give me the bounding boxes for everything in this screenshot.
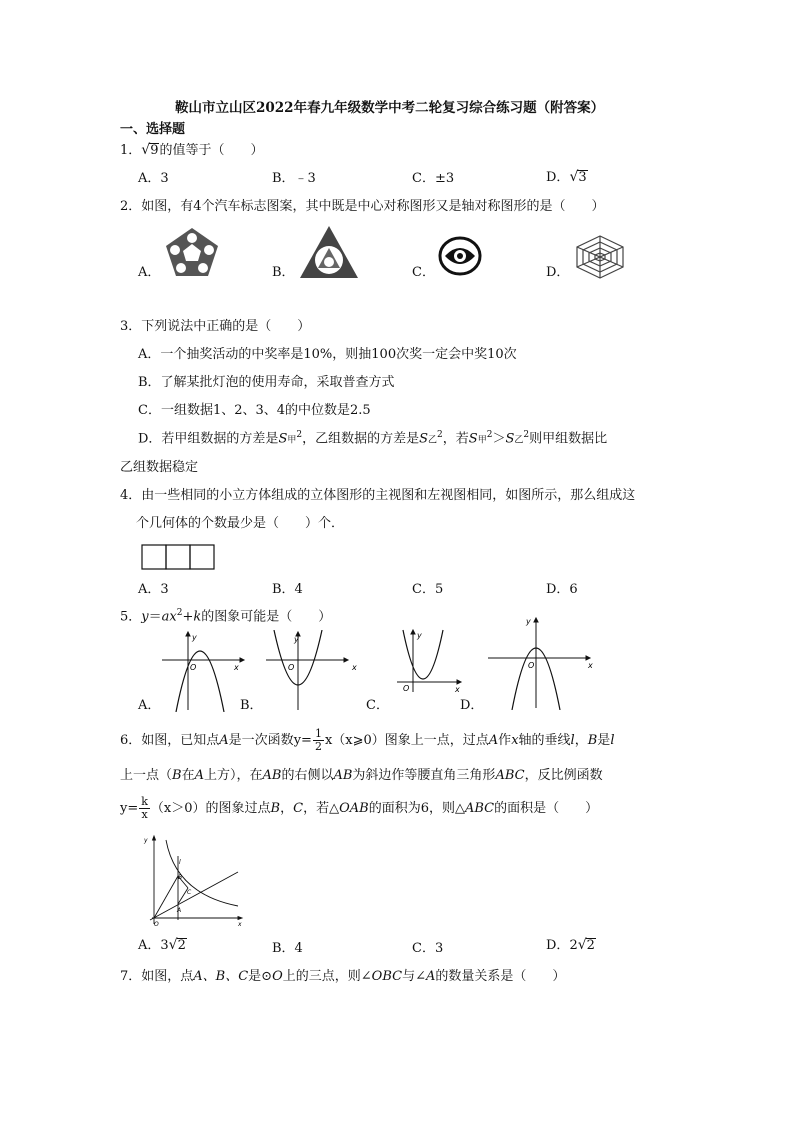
svg-text:O: O bbox=[154, 921, 159, 926]
svg-text:O: O bbox=[190, 663, 197, 672]
q3-option-c: C．一组数据1、2、3、4的中位数是2.5 bbox=[138, 403, 371, 418]
logo-web-figure bbox=[573, 234, 627, 280]
q4-option-c: C．5 bbox=[412, 582, 444, 597]
logo-eye-figure bbox=[438, 236, 482, 276]
q2-option-a: A． bbox=[138, 265, 161, 280]
q3-option-b: B．了解某批灯泡的使用寿命，采取普查方式 bbox=[138, 375, 395, 390]
svg-text:l: l bbox=[179, 859, 181, 866]
svg-text:x: x bbox=[588, 661, 593, 670]
fraction-one-half: $\frac{1}{2}$ bbox=[314, 727, 322, 753]
q6-option-b: B．4 bbox=[272, 941, 303, 956]
q5-option-a: A． bbox=[138, 698, 161, 713]
svg-text:y: y bbox=[294, 635, 299, 644]
q5-graph-b bbox=[264, 630, 360, 712]
q5-option-c: C． bbox=[366, 698, 389, 713]
q1-option-d: D．√3 bbox=[546, 169, 587, 185]
question-7: 7．如图，点A、B、C是⊙O上的三点，则∠OBC与∠A的数量关系是（ ） bbox=[120, 969, 566, 984]
question-5: 5．$y=ax^2+k$的图象可能是（ ） bbox=[120, 608, 332, 625]
question-1: 1．√9的值等于（ ） bbox=[120, 142, 264, 158]
q5-option-d: D． bbox=[460, 698, 484, 713]
svg-text:B: B bbox=[178, 874, 183, 881]
q2-option-d: D． bbox=[546, 265, 570, 280]
svg-text:O: O bbox=[528, 661, 535, 670]
three-square-view-figure bbox=[141, 544, 217, 570]
svg-text:x: x bbox=[234, 663, 239, 672]
question-4-line2: 个几何体的个数最少是（ ）个． bbox=[136, 516, 345, 531]
svg-text:y: y bbox=[417, 631, 422, 640]
sqrt-sign: √ bbox=[141, 142, 151, 158]
question-6-line2: 上一点（B在A上方），在AB的右侧以AB为斜边作等腰直角三角形ABC，反比例函数 bbox=[120, 768, 603, 783]
svg-text:y: y bbox=[526, 617, 531, 626]
svg-text:y: y bbox=[144, 837, 148, 844]
svg-text:A: A bbox=[177, 907, 182, 914]
q6-figure bbox=[140, 834, 244, 926]
q2-option-c: C． bbox=[412, 265, 435, 280]
q6-option-a: A．3√2 bbox=[138, 937, 186, 953]
q4-option-d: D．6 bbox=[546, 582, 578, 597]
q5-graph-c bbox=[395, 628, 465, 694]
fraction-k-over-x: $\frac{k}{x}$ bbox=[141, 795, 148, 821]
q6-option-d: D．2√2 bbox=[546, 937, 595, 953]
svg-text:x: x bbox=[352, 663, 357, 672]
svg-text:x: x bbox=[455, 685, 460, 694]
svg-text:x: x bbox=[238, 921, 242, 926]
q4-option-b: B．4 bbox=[272, 582, 303, 597]
q5-graph-d bbox=[486, 614, 596, 710]
question-4-line1: 4．由一些相同的小立方体组成的立体图形的主视图和左视图相同，如图所示，那么组成这 bbox=[120, 488, 636, 503]
svg-text:C: C bbox=[187, 889, 192, 896]
page-title: 鞍山市立山区2022年春九年级数学中考二轮复习综合练习题（附答案） bbox=[175, 100, 605, 116]
q2-option-b: B． bbox=[272, 265, 295, 280]
question-6-line3: y= $\frac{k}{x}$ （x＞0）的图象过点B，C，若△OAB的面积为6，则△ABC的面积是（ ） bbox=[120, 795, 599, 821]
svg-text:O: O bbox=[288, 663, 295, 672]
q5-graph-a bbox=[160, 630, 250, 712]
question-2: 2．如图，有4个汽车标志图案，其中既是中心对称图形又是轴对称图形的是（ ） bbox=[120, 199, 605, 214]
svg-text:O: O bbox=[403, 684, 410, 693]
svg-text:y: y bbox=[192, 633, 197, 642]
question-6-line1: 6．如图，已知点A是一次函数y= $\frac{1}{2}$ x（x⩾0）图象上一点，过点A作x轴的垂线l，B是l bbox=[120, 727, 615, 753]
q1-option-a: A．3 bbox=[138, 171, 169, 186]
q5-option-b: B． bbox=[240, 698, 263, 713]
logo-pentagon-figure bbox=[163, 226, 221, 278]
q3-option-a: A．一个抽奖活动的中奖率是10%，则抽100次奖一定会中奖10次 bbox=[138, 347, 517, 362]
q1-option-b: B．﹣3 bbox=[272, 171, 316, 186]
section-heading: 一、选择题 bbox=[120, 122, 186, 137]
q6-option-c: C．3 bbox=[412, 941, 444, 956]
logo-triangle-figure bbox=[298, 224, 360, 280]
q4-option-a: A．3 bbox=[138, 582, 169, 597]
q1-option-c: C．±3 bbox=[412, 171, 455, 186]
question-3: 3．下列说法中正确的是（ ） bbox=[120, 319, 311, 334]
q3-option-d: D．若甲组数据的方差是S甲$^2$，乙组数据的方差是S乙$^2$，若S甲$^2$＞S乙$^2$则甲组数据比 bbox=[138, 430, 608, 447]
q3-option-d-continued: 乙组数据稳定 bbox=[120, 460, 199, 475]
